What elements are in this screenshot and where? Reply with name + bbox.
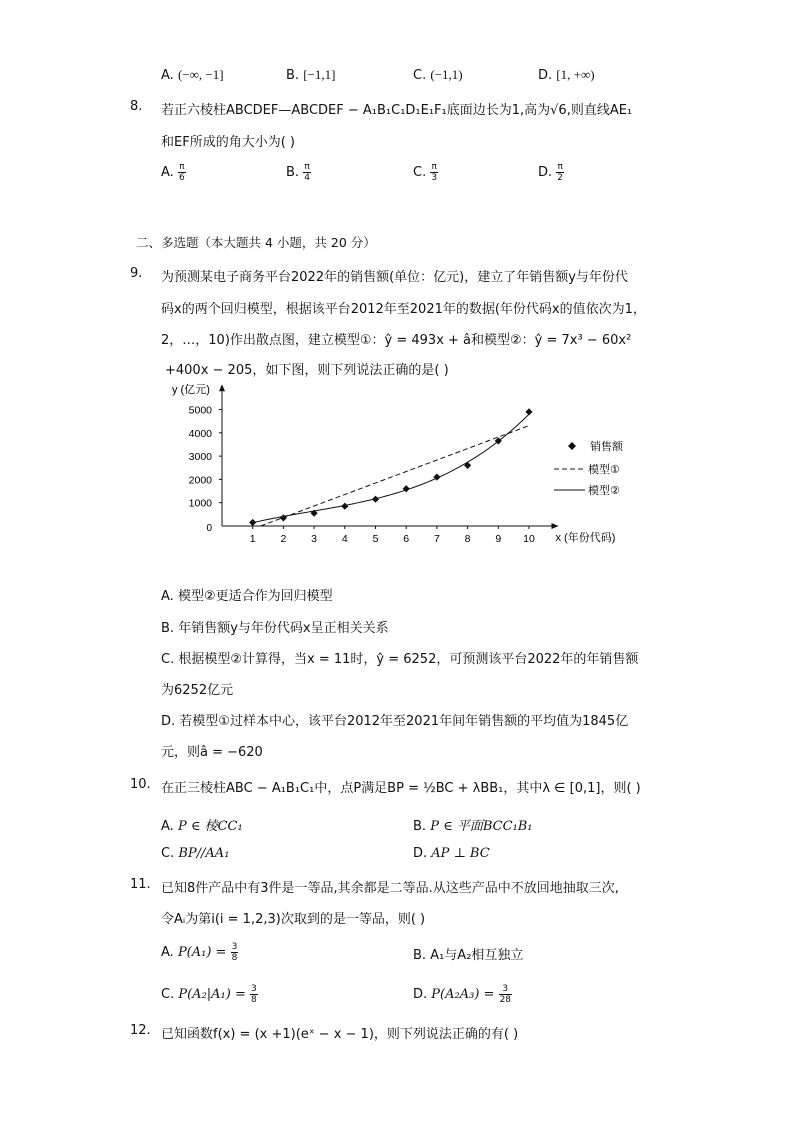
q11-option-d: D. P(A₂A₃) = $\frac{3}{28}$ [413,984,512,1005]
sales-point [464,462,471,469]
x-tick-label: 2 [280,533,287,545]
legend-label-model-1: 模型① [588,464,620,476]
model-1-line [261,426,529,526]
q10-number: 10. [130,777,151,792]
q9-option-c: C. 根据模型②计算得，当x = 11时，ŷ = 6252，可预测该平台2022年的年销售额 [161,652,639,667]
q8-option-d: D. $\frac{\pi}{2}$ [538,162,564,183]
x-tick-label: 4 [341,533,348,545]
legend-label-model-2: 模型② [588,485,620,497]
q9-option-b: B. 年销售额y与年份代码x呈正相关关系 [161,621,389,636]
q9-stem-line2: 码x的两个回归模型，根据该平台2012年至2021年的数据(年份代码x的值依次为1， [161,302,646,317]
q9-option-a: A. 模型②更适合作为回归模型 [161,589,333,604]
x-tick-label: 3 [311,533,318,545]
x-tick-label: 7 [433,533,440,545]
y-axis-arrow [219,384,225,391]
q11-stem-line2: 令Aᵢ为第i(i = 1,2,3)次取到的是一等品，则( ) [161,912,426,927]
q8-option-c: C. $\frac{\pi}{3}$ [413,162,438,183]
sales-point [280,514,287,521]
q11-number: 11. [130,877,151,892]
sales-point [525,408,532,415]
q8-stem-line2: 和EF所成的角大小为( ) [161,135,295,150]
q11-option-b: B. A₁与A₂相互独立 [413,948,524,963]
q7-option-c: C. (−1,1) [413,67,463,83]
y-tick-label: 5000 [188,404,212,417]
x-tick-label: 5 [372,533,379,545]
sales-chart [160,378,640,553]
q8-option-a: A. $\frac{\pi}{6}$ [161,162,185,183]
sales-point [372,496,379,503]
y-tick-label: 2000 [188,474,212,487]
y-tick-label: 3000 [188,451,212,464]
origin-label: 0 [206,523,212,534]
q10-option-b: B. P ∈ 平面BCC₁B₁ [413,819,533,834]
q12-number: 12. [130,1023,151,1038]
q9-option-d: D. 若模型①过样本中心，该平台2012年至2021年间年销售额的平均值为1845亿 [161,714,629,729]
q11-stem-line1: 已知8件产品中有3件是一等品,其余都是二等品.从这些产品中不放回地抽取三次, [161,881,619,896]
y-tick-label: 4000 [188,427,212,440]
legend-label-sales: 销售额 [590,441,623,453]
q12-stem-line1: 已知函数f(x) = (x +1)(eˣ − x − 1)，则下列说法正确的有( ) [161,1027,519,1042]
y-axis-label: y (亿元) [172,384,210,397]
q10-option-a: A. P ∈ 棱CC₁ [161,819,243,834]
sales-point [249,519,256,526]
q7-option-b: B. [−1,1] [286,67,336,83]
legend-marker-sales [568,442,576,450]
x-tick-label: 1 [249,533,256,545]
q8-number: 8. [130,99,143,114]
q7-option-d: D. [1, +∞) [538,67,595,83]
q9-stem-line1: 为预测某电子商务平台2022年的销售额(单位：亿元)，建立了年销售额y与年份代 [161,270,628,285]
q10-option-c: C. BP//AA₁ [161,846,230,861]
q9-number: 9. [130,266,143,281]
x-axis-label: x (年份代码) [555,532,616,544]
q11-option-c: C. P(A₂|A₁) = $\frac{3}{8}$ [161,984,257,1005]
q11-option-a: A. P(A₁) = $\frac{3}{8}$ [161,942,238,963]
x-axis-arrow [551,523,558,529]
y-tick-label: 1000 [188,497,212,510]
q8-option-b: B. $\frac{\pi}{4}$ [286,162,310,183]
q9-option-d-cont: 元，则â = −620 [161,745,263,760]
x-tick-label: 8 [464,533,471,545]
sales-point [341,503,348,510]
x-tick-label: 10 [523,533,535,545]
q9-stem-line4: +400x − 205，如下图，则下列说法正确的是( ) [165,363,449,378]
x-tick-label: 6 [403,533,410,545]
section-title-multiple-choice: 二、多选题（本大题共 4 小题，共 20 分） [136,235,376,250]
model-2-curve [253,414,529,522]
x-tick-label: 9 [495,533,502,545]
q9-option-c-cont: 为6252亿元 [161,683,234,698]
q8-stem-line1: 若正六棱柱ABCDEF—ABCDEF − A₁B₁C₁D₁E₁F₁底面边长为1,高为√6,则直线AE₁ [161,103,633,118]
q9-stem-line3: 2，…，10)作出散点图，建立模型①：ŷ = 493x + â和模型②：ŷ = 7x³ − 60x² [161,333,632,348]
q7-option-a: A. (−∞, −1] [161,67,224,83]
q10-option-d: D. AP ⊥ BC [413,846,490,861]
q10-stem-line1: 在正三棱柱ABC − A₁B₁C₁中，点P满足BP = ½BC + λBB₁，其中λ ∈ [0,1]，则( ) [161,781,641,796]
